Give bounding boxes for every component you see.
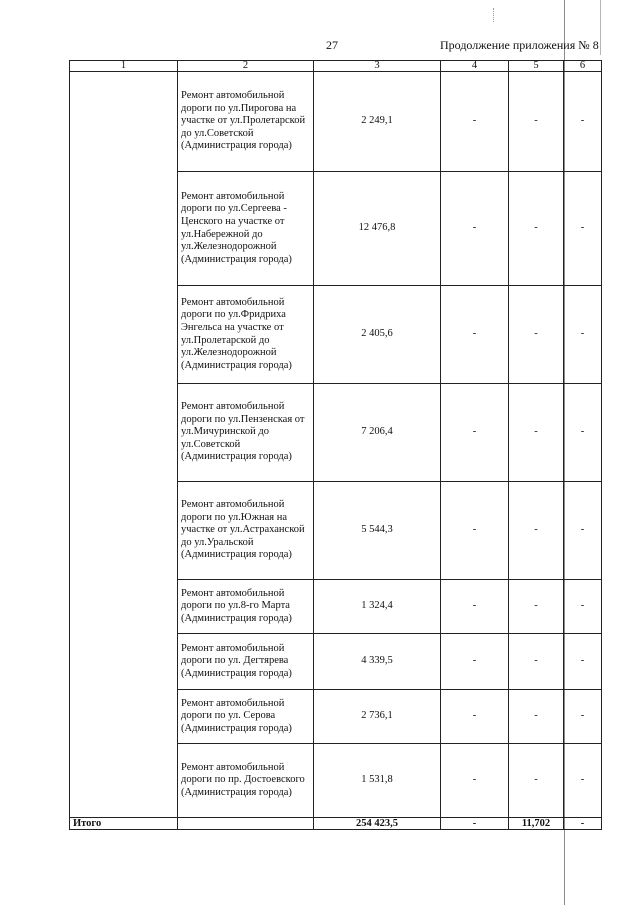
column-header: 4 (441, 61, 509, 72)
row-amount: 5 544,3 (314, 482, 441, 580)
row-col6: - (564, 482, 602, 580)
row-col5: - (509, 482, 564, 580)
table-row (70, 580, 602, 634)
row-col5: - (509, 690, 564, 744)
empty-cell (70, 482, 178, 580)
row-col5: - (509, 744, 564, 818)
row-amount: 2 405,6 (314, 286, 441, 384)
row-amount: 7 206,4 (314, 384, 441, 482)
column-header: 3 (314, 61, 441, 72)
row-col4: - (441, 72, 509, 172)
row-amount: 1 324,4 (314, 580, 441, 634)
empty-cell (70, 384, 178, 482)
row-col4: - (441, 580, 509, 634)
empty-cell (70, 690, 178, 744)
row-description: Ремонт автомобильной дороги по ул.Пензенская от ул.Мичуринской до ул.Советской (Администрация города) (178, 384, 314, 482)
total-row (70, 818, 602, 830)
row-col4: - (441, 172, 509, 286)
table-row (70, 384, 602, 482)
row-description: Ремонт автомобильной дороги по ул.Фридриха Энгельса на участке от ул.Пролетарской до ул.Железнодорожной (Администрация города) (178, 286, 314, 384)
row-col6: - (564, 580, 602, 634)
column-header: 2 (178, 61, 314, 72)
row-amount: 2 249,1 (314, 72, 441, 172)
total-amount: 254 423,5 (314, 818, 441, 830)
total-label: Итого (70, 818, 178, 830)
row-col4: - (441, 482, 509, 580)
row-col4: - (441, 744, 509, 818)
row-col5: - (509, 286, 564, 384)
total-col5: 11,702 (509, 818, 564, 830)
total-col4: - (441, 818, 509, 830)
row-col6: - (564, 744, 602, 818)
empty-cell (70, 744, 178, 818)
row-amount: 1 531,8 (314, 744, 441, 818)
total-description (178, 818, 314, 830)
column-header: 6 (564, 61, 602, 72)
row-col4: - (441, 384, 509, 482)
column-number-row (70, 61, 602, 72)
scan-mark (493, 8, 496, 22)
row-col4: - (441, 286, 509, 384)
row-description: Ремонт автомобильной дороги по пр. Достоевского (Администрация города) (178, 744, 314, 818)
total-col6: - (564, 818, 602, 830)
table-row (70, 634, 602, 690)
row-description: Ремонт автомобильной дороги по ул.8-го Марта (Администрация города) (178, 580, 314, 634)
column-header: 5 (509, 61, 564, 72)
row-col6: - (564, 690, 602, 744)
table-row (70, 286, 602, 384)
table-row (70, 172, 602, 286)
table-row (70, 690, 602, 744)
row-col5: - (509, 580, 564, 634)
table-row (70, 72, 602, 172)
row-col5: - (509, 172, 564, 286)
page-number: 27 (326, 38, 338, 52)
empty-cell (70, 72, 178, 172)
row-col5: - (509, 384, 564, 482)
row-amount: 12 476,8 (314, 172, 441, 286)
row-col6: - (564, 286, 602, 384)
empty-cell (70, 286, 178, 384)
table-row (70, 744, 602, 818)
row-description: Ремонт автомобильной дороги по ул. Серова (Администрация города) (178, 690, 314, 744)
row-col6: - (564, 72, 602, 172)
row-col6: - (564, 172, 602, 286)
empty-cell (70, 172, 178, 286)
row-description: Ремонт автомобильной дороги по ул. Дегтярева (Администрация города) (178, 634, 314, 690)
empty-cell (70, 580, 178, 634)
row-description: Ремонт автомобильной дороги по ул.Сергеева - Ценского на участке от ул.Набережной до ул.Железнодорожной (Администрация города) (178, 172, 314, 286)
row-col6: - (564, 384, 602, 482)
column-header: 1 (70, 61, 178, 72)
table-row (70, 482, 602, 580)
empty-cell (70, 634, 178, 690)
row-col6: - (564, 634, 602, 690)
appendix-continuation-label: Продолжение приложения № 8 (440, 38, 599, 52)
row-col4: - (441, 634, 509, 690)
row-description: Ремонт автомобильной дороги по ул.Пирогова на участке от ул.Пролетарской до ул.Советской (Администрация города) (178, 72, 314, 172)
row-col5: - (509, 72, 564, 172)
row-amount: 2 736,1 (314, 690, 441, 744)
row-amount: 4 339,5 (314, 634, 441, 690)
scan-edge-line-secondary (600, 0, 601, 55)
row-description: Ремонт автомобильной дороги по ул.Южная на участке от ул.Астраханской до ул.Уральской (Администрация города) (178, 482, 314, 580)
row-col5: - (509, 634, 564, 690)
row-col4: - (441, 690, 509, 744)
budget-table (69, 60, 602, 830)
